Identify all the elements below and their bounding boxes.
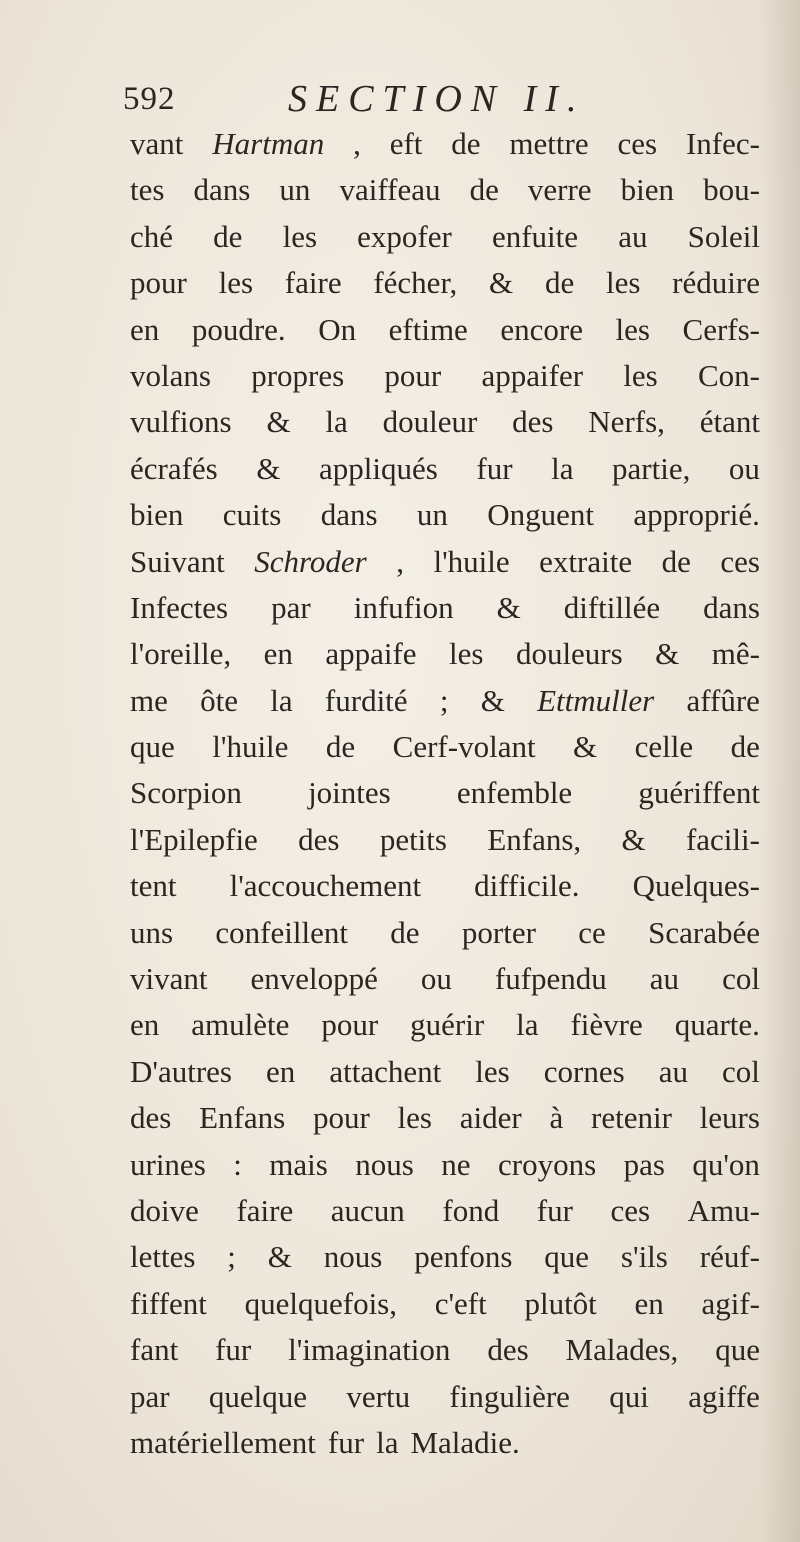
text-line (130, 1420, 760, 1466)
word: doive (130, 1192, 199, 1228)
word: ou (420, 961, 452, 997)
text-line (130, 1327, 760, 1373)
word: l'oreille, (130, 636, 232, 672)
word: ou (728, 450, 760, 486)
page-header (123, 74, 743, 124)
word: Scarabée (648, 914, 760, 950)
word: verre (527, 172, 592, 208)
word: pour (321, 1007, 379, 1043)
word: Malades, (565, 1332, 679, 1368)
word: de (469, 172, 499, 208)
word: que (130, 729, 175, 765)
text-line (130, 956, 760, 1002)
word: matériellement (130, 1424, 316, 1460)
word: & (480, 682, 505, 718)
word: cornes (543, 1053, 625, 1089)
word: , (396, 543, 404, 579)
word: que (715, 1332, 760, 1368)
word: de (451, 126, 481, 161)
word: en (266, 1053, 296, 1089)
word: : (233, 1146, 242, 1182)
word: & (621, 821, 646, 857)
word: les (397, 1100, 432, 1136)
word: nous (323, 1239, 383, 1275)
word: & (489, 265, 514, 301)
word: ; (227, 1239, 236, 1275)
word: dans (193, 172, 251, 208)
text-line (130, 353, 760, 399)
word: Onguent (487, 497, 595, 533)
word: infufion (353, 589, 454, 625)
word: de (661, 543, 691, 579)
word: ne (441, 1146, 471, 1182)
word: eftime (388, 311, 468, 347)
word: & (573, 729, 598, 765)
word: tent (130, 868, 177, 904)
word: de (325, 729, 356, 765)
word: appaifer (481, 357, 584, 393)
text-line (130, 1281, 760, 1327)
word: Con- (697, 357, 760, 393)
word: des (298, 821, 340, 857)
word: plutôt (524, 1285, 597, 1321)
word: l'imagination (288, 1332, 451, 1368)
word: s'ils (620, 1239, 668, 1275)
word: fingulière (449, 1378, 570, 1414)
text-line (130, 770, 760, 816)
word: lettes (130, 1239, 196, 1275)
word: vaiffeau (339, 172, 441, 208)
word: propres (251, 357, 345, 393)
word: Suivant (130, 543, 225, 579)
word: ces (617, 126, 658, 161)
word: fécher, (373, 265, 458, 301)
word: pas (623, 1146, 665, 1182)
text-line (130, 399, 760, 445)
text-line (130, 260, 760, 306)
word: furdité (324, 682, 408, 718)
word: celle (634, 729, 694, 765)
word: attachent (329, 1053, 442, 1089)
word: extraite (539, 543, 633, 579)
word: croyons (497, 1146, 597, 1182)
word: étant (699, 404, 760, 440)
word: faire (284, 265, 342, 301)
word: les (605, 265, 641, 301)
word: des (512, 404, 554, 440)
text-line (130, 910, 760, 956)
word: la (516, 1007, 539, 1043)
word: Cerfs- (682, 311, 760, 347)
text-line (130, 863, 760, 909)
word: fur (536, 1192, 573, 1228)
page-edge-shadow (760, 0, 800, 1542)
word: Infec- (685, 126, 760, 161)
word: quelque (208, 1378, 308, 1414)
word: mais (269, 1146, 328, 1182)
text-line (130, 1188, 760, 1234)
word: de (390, 914, 420, 950)
word: à (549, 1100, 564, 1136)
word: Nerfs, (588, 404, 665, 440)
italic-word: Ettmuller (537, 682, 655, 718)
word: ces (610, 1192, 651, 1228)
word: les (475, 1053, 510, 1089)
text-line (130, 1142, 760, 1188)
word: ôte (200, 682, 239, 718)
word: pour (312, 1100, 370, 1136)
word: enfuite (491, 218, 579, 254)
text-line (130, 631, 760, 677)
word: la (270, 682, 293, 718)
word: un (416, 497, 448, 533)
word: au (658, 1053, 688, 1089)
word: en (130, 1007, 160, 1043)
word: fur (215, 1332, 252, 1368)
word: Enfans (199, 1100, 286, 1136)
word: pour (384, 357, 442, 393)
text-line (130, 214, 760, 260)
word: fièvre (570, 1007, 643, 1043)
word: des (487, 1332, 529, 1368)
word: approprié. (633, 497, 760, 533)
word: leurs (699, 1100, 760, 1136)
word: écrafés (130, 450, 218, 486)
word: les (218, 265, 254, 301)
word: un (279, 172, 311, 208)
word: ; (439, 682, 449, 718)
word: au (649, 961, 680, 997)
word: la (376, 1424, 399, 1460)
word: expofer (357, 218, 452, 254)
word: On (318, 311, 357, 347)
word: aucun (330, 1192, 405, 1228)
word: & (496, 589, 521, 625)
word: la (325, 404, 348, 440)
word: poudre. (191, 311, 286, 347)
word: agif- (701, 1285, 760, 1321)
word: fur (476, 450, 513, 486)
word: ce (578, 914, 606, 950)
word: douleurs (515, 636, 623, 672)
word: confeillent (215, 914, 348, 950)
text-line (130, 492, 760, 538)
text-line (130, 1049, 760, 1095)
word: l'huile (433, 543, 510, 579)
word: bien (130, 497, 184, 533)
word: réuf- (699, 1239, 760, 1275)
italic-word: Schroder (254, 543, 367, 579)
word: Scorpion (130, 775, 242, 811)
body-text (130, 121, 760, 1466)
text-line (130, 167, 760, 213)
running-head: SECTION II. (288, 78, 586, 120)
word: enfemble (456, 775, 573, 811)
text-line (130, 446, 760, 492)
word: par (271, 589, 311, 625)
word: porter (461, 914, 536, 950)
word: Amu- (687, 1192, 760, 1228)
word: uns (130, 914, 174, 950)
word: en (634, 1285, 664, 1321)
word: Cerf-volant (392, 729, 536, 765)
word: fur (327, 1424, 365, 1460)
word: fiffent (130, 1285, 207, 1321)
word: col (722, 961, 760, 997)
word: urines (130, 1146, 206, 1182)
word: retenir (591, 1100, 672, 1136)
word: guériffent (638, 775, 760, 811)
word: enveloppé (250, 961, 378, 997)
word: au (618, 218, 648, 254)
word: volans (130, 357, 211, 393)
word: réduire (672, 265, 760, 301)
text-line (130, 1234, 760, 1280)
word: mettre (509, 126, 589, 161)
word: eft (389, 126, 423, 161)
text-line (130, 1095, 760, 1141)
word: Quelques- (632, 868, 760, 904)
text-line (130, 585, 760, 631)
word: les (615, 311, 650, 347)
word: fant (130, 1332, 179, 1368)
word: bien (620, 172, 675, 208)
word: bou- (703, 172, 760, 208)
word: col (722, 1053, 760, 1089)
word: en (263, 636, 293, 672)
word: cuits (222, 497, 282, 533)
page-number: 592 (123, 81, 176, 117)
word: la (551, 450, 574, 486)
word: penfons (414, 1239, 513, 1275)
word: douleur (382, 404, 478, 440)
word: nous (355, 1146, 414, 1182)
word: dans (320, 497, 378, 533)
text-line (130, 1374, 760, 1420)
word: des (130, 1100, 172, 1136)
word: fufpendu (494, 961, 607, 997)
word: vivant (130, 961, 208, 997)
word: les (623, 357, 658, 393)
word: guérir (410, 1007, 485, 1043)
word: l'huile (212, 729, 289, 765)
word: me (130, 682, 168, 718)
word: pour (130, 265, 187, 301)
word: c'eft (434, 1285, 487, 1321)
word: facili- (685, 821, 760, 857)
word: que (544, 1239, 590, 1275)
word: de (544, 265, 575, 301)
word: vertu (346, 1378, 411, 1414)
word: encore (500, 311, 583, 347)
word: diftillée (563, 589, 661, 625)
word: & (655, 636, 680, 672)
word: appliqués (319, 450, 438, 486)
word: , (353, 126, 361, 161)
word: tes (130, 172, 165, 208)
word: Soleil (687, 218, 760, 254)
text-line (130, 539, 760, 585)
text-line (130, 678, 760, 724)
word: affûre (686, 682, 760, 718)
word: les (282, 218, 318, 254)
word: en (130, 311, 160, 347)
word: l'Epilepfie (130, 821, 258, 857)
word: agiffe (688, 1378, 760, 1414)
word: petits (379, 821, 447, 857)
word: par (130, 1378, 170, 1414)
word: faire (236, 1192, 294, 1228)
word: aider (459, 1100, 522, 1136)
word: D'autres (130, 1053, 232, 1089)
word: fond (442, 1192, 500, 1228)
text-line (130, 121, 760, 167)
word: vulfions (130, 404, 232, 440)
word: vant (130, 126, 184, 161)
word: qu'on (692, 1146, 760, 1182)
word: Maladie. (410, 1424, 520, 1460)
word: appaife (325, 636, 417, 672)
word: amulète (191, 1007, 290, 1043)
word: quelquefois, (244, 1285, 397, 1321)
word: ces (720, 543, 760, 579)
word: & (266, 404, 291, 440)
word: ché (130, 218, 174, 254)
word: qui (609, 1378, 649, 1414)
word: de (730, 729, 760, 765)
word: mê- (711, 636, 760, 672)
word: & (267, 1239, 292, 1275)
word: Enfans, (487, 821, 582, 857)
text-line (130, 307, 760, 353)
word: & (256, 450, 281, 486)
word: dans (703, 589, 760, 625)
word: les (449, 636, 484, 672)
text-line (130, 1002, 760, 1048)
word: partie, (612, 450, 691, 486)
word: jointes (308, 775, 391, 811)
word: de (213, 218, 243, 254)
italic-word: Hartman (212, 126, 325, 161)
word: quarte. (674, 1007, 760, 1043)
word: difficile. (474, 868, 580, 904)
word: l'accouchement (229, 868, 422, 904)
text-line (130, 817, 760, 863)
word: Infectes (130, 589, 229, 625)
text-line (130, 724, 760, 770)
